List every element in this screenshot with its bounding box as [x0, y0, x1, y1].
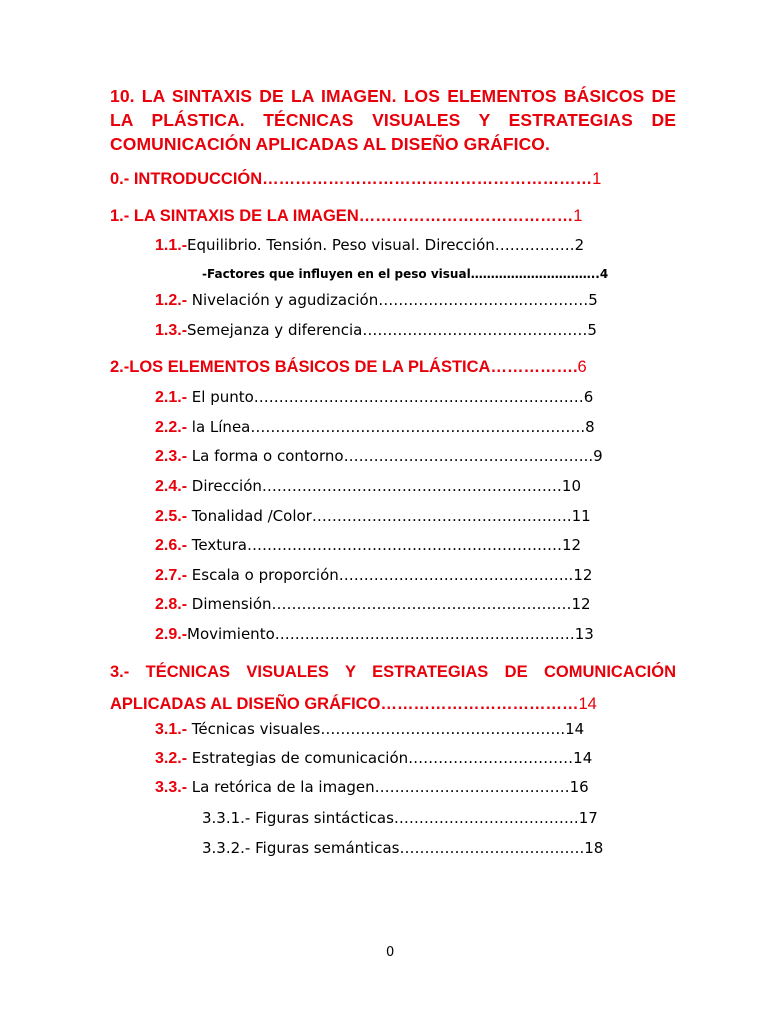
toc-number: 1.1.- [155, 237, 188, 254]
toc-dots: …………………………… [408, 749, 574, 767]
toc-number: 2.1.- [155, 389, 188, 406]
toc-label: 2.-LOS ELEMENTOS BÁSICOS DE LA PLÁSTICA [110, 358, 491, 376]
toc-dots: …………………………………………………………. [250, 418, 586, 436]
toc-section-0 [110, 170, 601, 189]
toc-page: 5 [587, 321, 597, 339]
toc-page: 9 [593, 447, 603, 465]
toc-page: 16 [569, 778, 589, 796]
toc-label: 0.- INTRODUCCIÓN [110, 170, 263, 188]
toc-page: 4 [599, 267, 609, 281]
toc-number: 3.1.- [155, 721, 188, 738]
toc-text: Movimiento [187, 625, 275, 643]
toc-item-2-5 [155, 507, 591, 526]
toc-page: 12 [573, 566, 593, 584]
toc-number: 2.3.- [155, 448, 188, 465]
toc-page: 1 [592, 170, 602, 188]
toc-item-3-3 [155, 778, 589, 797]
toc-item-3-1 [155, 720, 584, 739]
toc-dots: ……………. [494, 236, 575, 254]
toc-item-3-2 [155, 749, 592, 768]
toc-dots: ………………………….. [470, 267, 600, 281]
toc-dots: …………………………………………. [320, 720, 566, 738]
toc-text: Técnicas visuales [187, 720, 321, 738]
toc-dots: ………………………………. [393, 809, 579, 827]
toc-text: Nivelación y agudización [187, 291, 379, 309]
toc-page: 18 [584, 839, 604, 857]
toc-section-3 [110, 656, 676, 720]
toc-text: Escala o proporción [187, 566, 339, 584]
toc-number: 2.5.- [155, 508, 188, 525]
document-title: 10. LA SINTAXIS DE LA IMAGEN. LOS ELEMENTOS BÁSICOS DE LA PLÁSTICA. TÉCNICAS VISUALES Y ESTRATEGIAS DE COMUNICACIÓN APLICADAS AL DISEÑO GRÁFICO. [110, 86, 676, 154]
toc-dots: …………………………………… [378, 291, 589, 309]
toc-dots: ……………………………………… [362, 321, 588, 339]
toc-number: 2.9.- [155, 626, 188, 643]
toc-text: Semejanza y diferencia [187, 321, 363, 339]
toc-dots: …………………………………………………… [274, 625, 575, 643]
toc-dots: ………………………………………………………… [253, 388, 584, 406]
toc-dots: ……………. [490, 358, 578, 376]
toc-dots: …………………………………………………… [262, 170, 593, 188]
toc-item-2-4 [155, 477, 581, 496]
toc-item-3-3-1 [202, 809, 598, 827]
toc-dots: …………………………………………………… [261, 477, 562, 495]
toc-page: 5 [588, 291, 598, 309]
toc-label: 3.- TÉCNICAS VISUALES Y ESTRATEGIAS DE COMUNICACIÓN APLICADAS AL DISEÑO GRÁFICO [110, 663, 676, 713]
toc-page: 2 [574, 236, 585, 254]
toc-item-1-1 [155, 236, 584, 255]
toc-text: Textura [187, 536, 247, 554]
toc-text: Dimensión [187, 595, 272, 613]
toc-number: 1.2.- [155, 292, 188, 309]
toc-text: 3.3.2.- Figuras semánticas [202, 839, 400, 857]
toc-note-peso-visual [202, 267, 608, 281]
toc-page: 10 [561, 477, 582, 495]
toc-item-2-1 [155, 388, 593, 407]
toc-item-2-3 [155, 447, 603, 466]
toc-section-2 [110, 358, 587, 377]
toc-page: 14 [573, 749, 593, 767]
toc-number: 2.2.- [155, 419, 188, 436]
toc-text: Tonalidad /Color [187, 507, 312, 525]
toc-text: Dirección [187, 477, 262, 495]
toc-dots: …………………………………………………… [271, 595, 572, 613]
toc-number: 2.4.- [155, 478, 188, 495]
toc-page: 12 [571, 595, 591, 613]
toc-text: la Línea [187, 418, 251, 436]
toc-text: La forma o contorno [187, 447, 344, 465]
toc-text: Estrategias de comunicación [187, 749, 409, 767]
toc-page: 6 [583, 388, 594, 406]
toc-dots: ………………………………………….. [343, 447, 594, 465]
toc-item-2-8 [155, 595, 591, 614]
toc-dots: ………………………………. [399, 839, 585, 857]
toc-dots: ………………………………… [374, 778, 570, 796]
toc-text: La retórica de la imagen [187, 778, 375, 796]
toc-page: 13 [574, 625, 594, 643]
toc-dots: ……………………………………………. [311, 507, 572, 525]
toc-number: 3.2.- [155, 750, 188, 767]
toc-page: 12 [562, 536, 582, 554]
toc-number: 2.8.- [155, 596, 188, 613]
page-number: 0 [386, 945, 395, 960]
toc-text: El punto [187, 388, 254, 406]
toc-dots: ……………………………… [380, 695, 579, 713]
toc-number: 2.6.- [155, 537, 188, 554]
toc-page: 11 [571, 507, 591, 525]
toc-dots: ……………………………………………………… [247, 536, 562, 554]
toc-page: 1 [573, 207, 583, 225]
toc-label: 1.- LA SINTAXIS DE LA IMAGEN [110, 207, 359, 225]
toc-number: 2.7.- [155, 567, 188, 584]
toc-number: 1.3.- [155, 322, 188, 339]
toc-item-3-3-2 [202, 839, 603, 857]
toc-section-1 [110, 207, 582, 226]
toc-page: 14 [578, 695, 597, 713]
toc-item-2-9 [155, 625, 594, 644]
toc-item-2-6 [155, 536, 581, 555]
toc-page: 14 [565, 720, 585, 738]
toc-page: 8 [585, 418, 595, 436]
toc-text: -Factores que influyen en el peso visual [202, 267, 471, 281]
toc-dots: ………………………………… [358, 207, 574, 225]
toc-number: 3.3.- [155, 779, 188, 796]
toc-item-1-3 [155, 321, 597, 340]
toc-page: 6 [577, 358, 587, 376]
toc-item-2-7 [155, 566, 592, 585]
toc-page: 17 [578, 809, 598, 827]
toc-text: Equilibrio. Tensión. Peso visual. Dirección [187, 236, 495, 254]
toc-item-2-2 [155, 418, 595, 437]
toc-dots: ……………………………………….. [338, 566, 574, 584]
toc-text: 3.3.1.- Figuras sintácticas [202, 809, 394, 827]
toc-item-1-2 [155, 291, 598, 310]
